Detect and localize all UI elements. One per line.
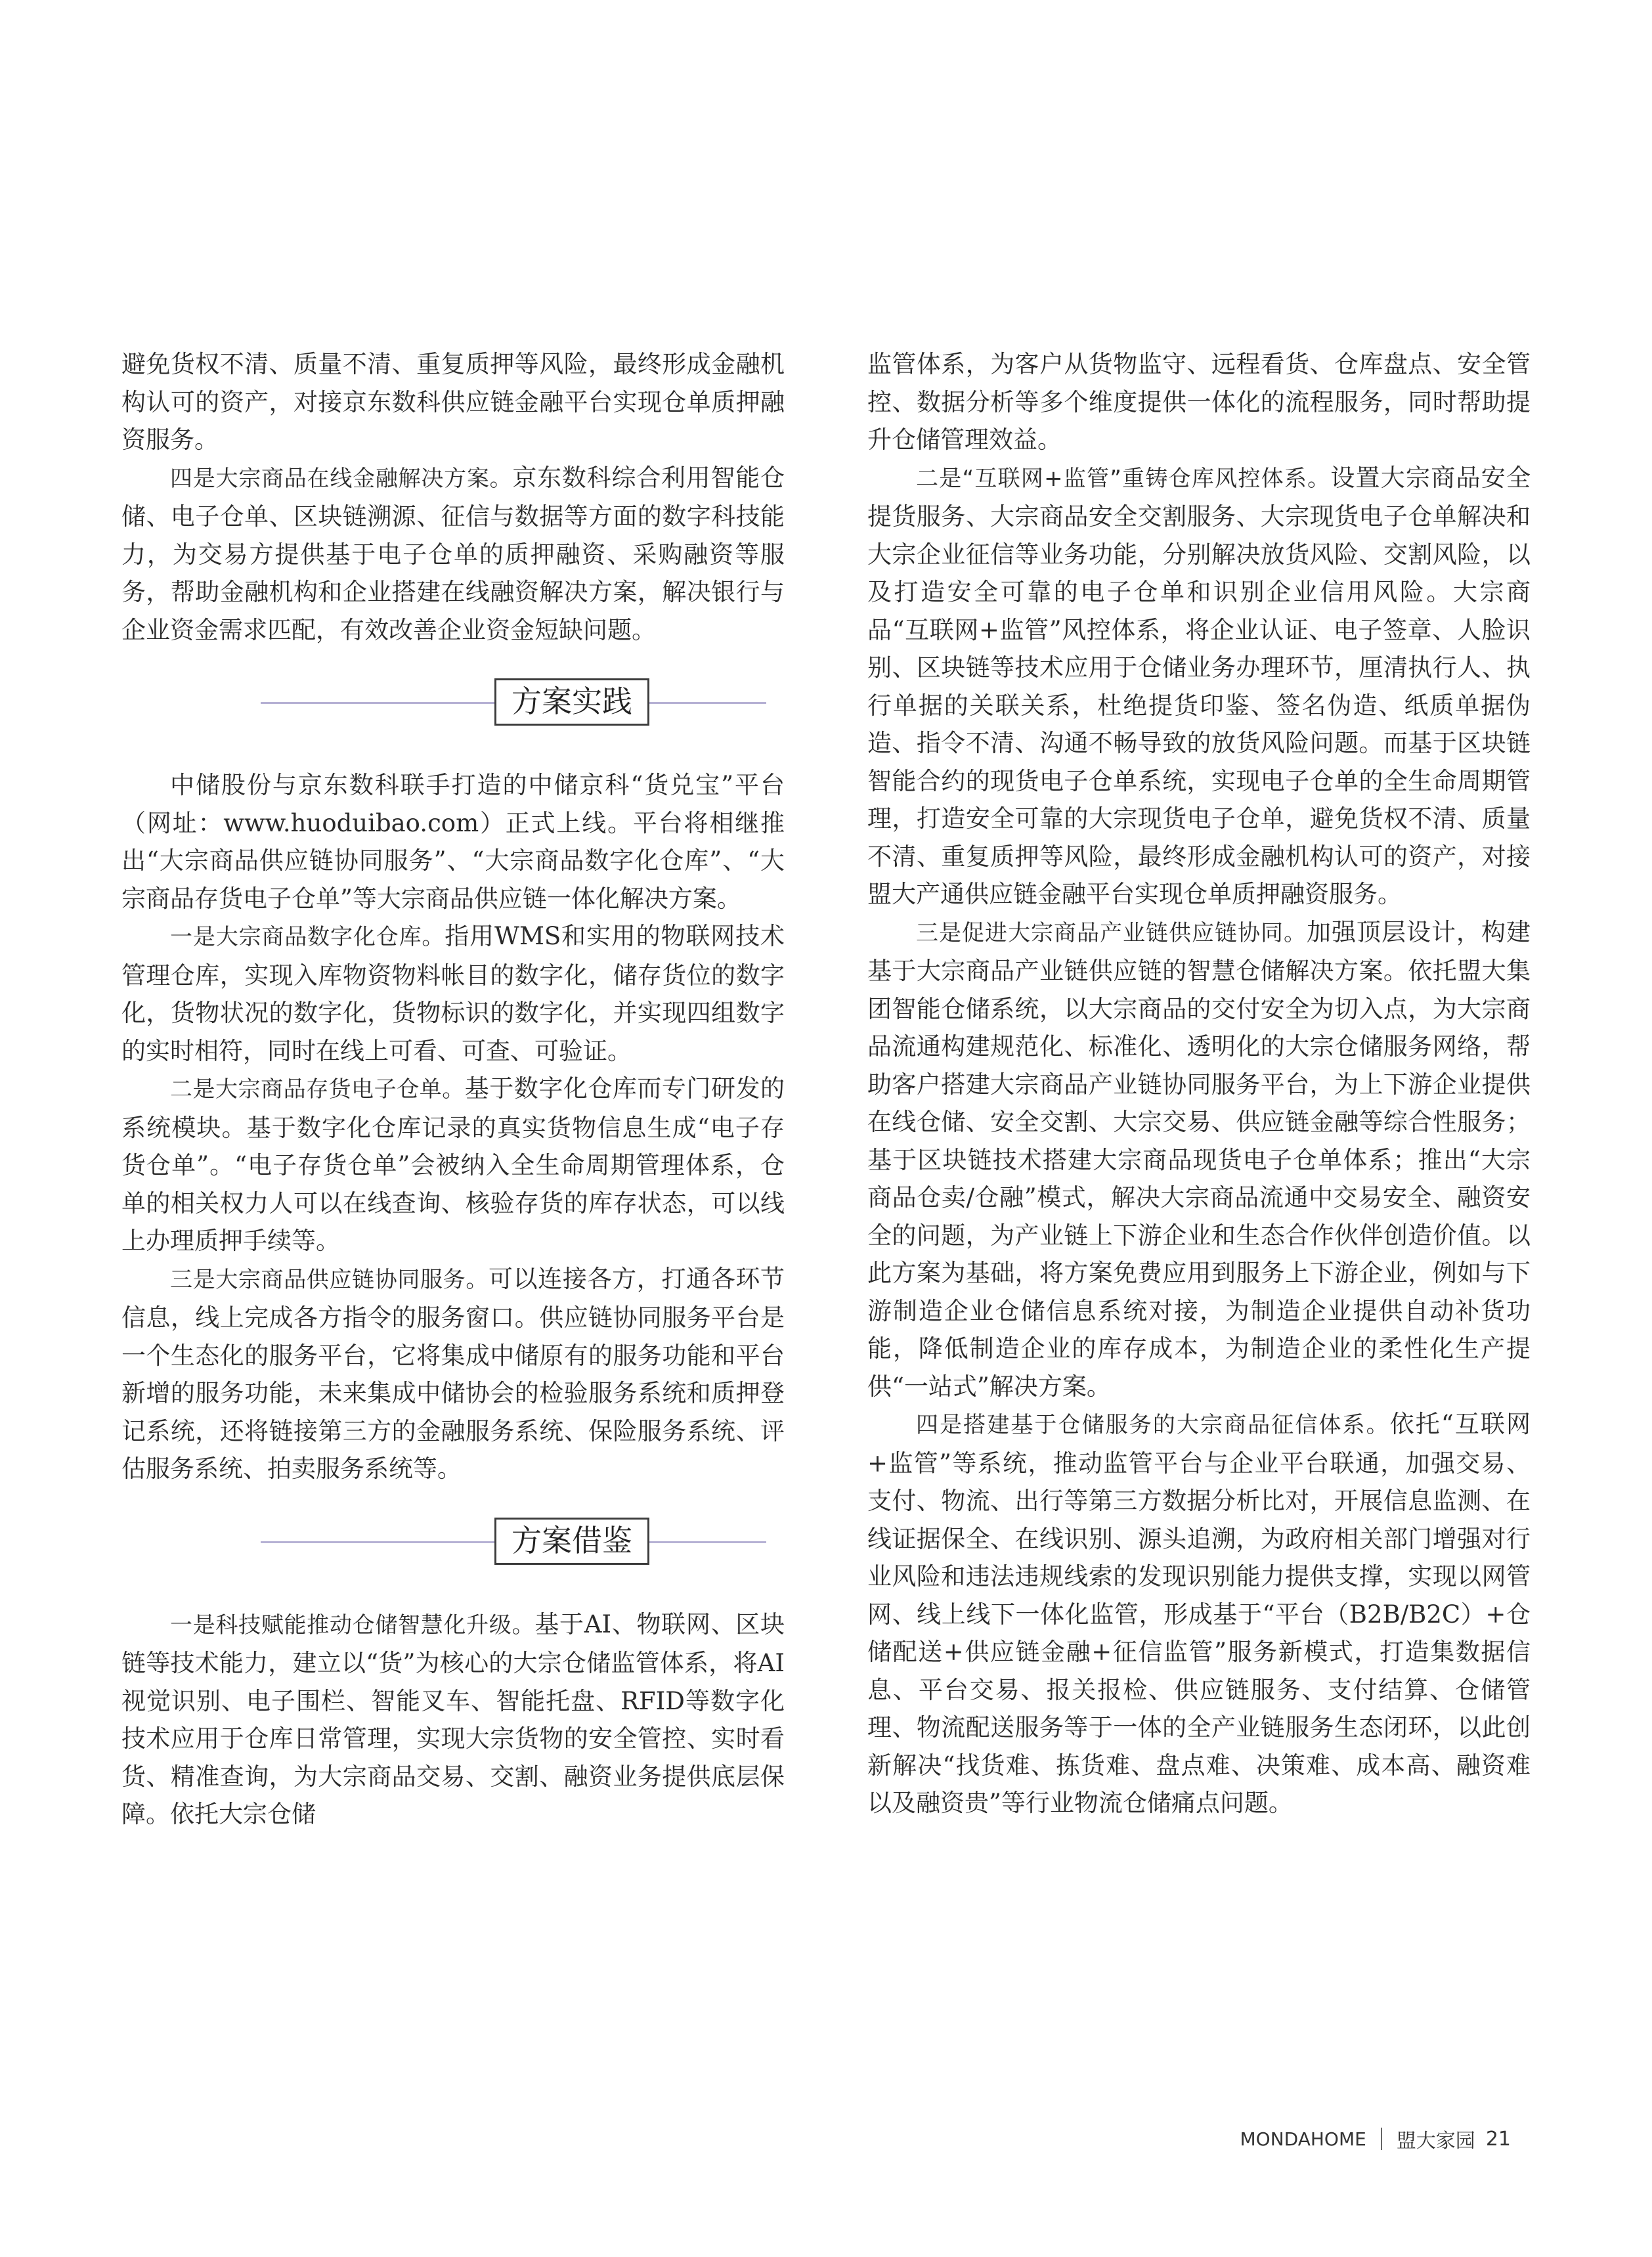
page-footer bbox=[1240, 2122, 1511, 2155]
paragraph-lead: 四是大宗商品在线金融解决方案。 bbox=[170, 465, 513, 492]
paragraph-lead: 四是搭建基于仓储服务的大宗商品征信体系。 bbox=[916, 1412, 1390, 1438]
paragraph: 监管体系，为客户从货物监守、远程看货、仓库盘点、安全管控、数据分析等多个维度提供一体化的流程服务，同时帮助提升仓储管理效益。 bbox=[867, 350, 1531, 454]
paragraph-body: 指用WMS和实用的物联网技术管理仓库，实现入库物资物料帐目的数字化，储存货位的数字化，货物状况的数字化，货物标识的数字化，并实现四组数字的实时相符，同时在线上可看、可查、可验证。 bbox=[121, 922, 785, 1065]
section-title: 方案借鉴 bbox=[494, 1518, 649, 1565]
paragraph-lead: 三是大宗商品供应链协同服务。 bbox=[170, 1266, 489, 1293]
paragraph bbox=[867, 459, 1531, 913]
paragraph: 中储股份与京东数科联手打造的中储京科“货兑宝”平台（网址：www.huoduibao.com）正式上线。平台将相继推出“大宗商品供应链协同服务”、“大宗商品数字化仓库”、“大宗商品存货电子仓单”等大宗商品供应链一体化解决方案。 bbox=[121, 771, 785, 913]
paragraph bbox=[121, 459, 785, 649]
left-column bbox=[121, 345, 785, 1833]
paragraph bbox=[121, 1606, 785, 1833]
paragraph-body: 京东数科综合利用智能仓储、电子仓单、区块链溯源、征信与数据等方面的数字科技能力，为交易方提供基于电子仓单的质押融资、采购融资等服务，帮助金融机构和企业搭建在线融资解决方案，解决银行与企业资金需求匹配，有效改善企业资金短缺问题。 bbox=[121, 463, 785, 644]
section-heading-reference bbox=[121, 1504, 785, 1579]
paragraph-lead: 二是大宗商品存货电子仓单。 bbox=[170, 1076, 465, 1103]
right-column bbox=[867, 345, 1531, 1822]
paragraph: 避免货权不清、质量不清、重复质押等风险，最终形成金融机构认可的资产，对接京东数科供应链金融平台实现仓单质押融资服务。 bbox=[121, 350, 785, 454]
section-title: 方案实践 bbox=[494, 678, 649, 726]
paragraph-body: 加强顶层设计，构建基于大宗商品产业链供应链的智慧仓储解决方案。依托盟大集团智能仓储系统，以大宗商品的交付安全为切入点，为大宗商品流通构建规范化、标准化、透明化的大宗仓储服务网络，帮助客户搭建大宗商品产业链协同服务平台，为上下游企业提供在线仓储、安全交割、大宗交易、供应链金融等综合性服务；基于区块链技术搭建大宗商品现货电子仓单体系；推出“大宗商品仓卖/仓融”模式，解决大宗商品流通中交易安全、融资安全的问题，为产业链上下游企业和生态合作伙伴创造价值。以此方案为基础，将方案免费应用到服务上下游企业，例如与下游制造企业仓储信息系统对接，为制造企业提供自动补货功能，降低制造企业的库存成本，为制造企业的柔性化生产提供“一站式”解决方案。 bbox=[867, 917, 1531, 1401]
paragraph bbox=[121, 1260, 785, 1488]
section-heading-practice bbox=[121, 665, 785, 740]
paragraph bbox=[121, 917, 785, 1070]
paragraph-lead: 二是“互联网+监管”重铸仓库风控体系。 bbox=[916, 465, 1331, 492]
divider-line bbox=[261, 1541, 497, 1543]
divider-line bbox=[261, 702, 497, 704]
paragraph bbox=[867, 913, 1531, 1406]
paragraph-body: 依托“互联网+监管”等系统，推动监管平台与企业平台联通，加强交易、支付、物流、出行等第三方数据分析比对，开展信息监测、在线证据保全、在线识别、源头追溯，为政府相关部门增强对行业风险和违法违规线索的发现识别能力提供支撑，实现以网管网、线上线下一体化监管，形成基于“平台（B2B/B2C）+仓储配送+供应链金融+征信监管”服务新模式，打造集数据信息、平台交易、报关报检、供应链服务、支付结算、仓储管理、物流配送服务等于一体的全产业链服务生态闭环，以此创新解决“找货难、拣货难、盘点难、决策难、成本高、融资难以及融资贵”等行业物流仓储痛点问题。 bbox=[867, 1410, 1531, 1817]
paragraph-body: 基于AI、物联网、区块链等技术能力，建立以“货”为核心的大宗仓储监管体系，将AI视觉识别、电子围栏、智能叉车、智能托盘、RFID等数字化技术应用于仓库日常管理，实现大宗货物的安全管控、实时看货、精准查询，为大宗商品交易、交割、融资业务提供底层保障。依托大宗仓储 bbox=[121, 1610, 785, 1828]
brand-name-cn: 盟大家园 bbox=[1396, 2130, 1475, 2153]
paragraph-body: 可以连接各方，打通各环节信息，线上完成各方指令的服务窗口。供应链协同服务平台是一个生态化的服务平台，它将集成中储原有的服务功能和平台新增的服务功能，未来集成中储协会的检验服务系统和质押登记系统，还将链接第三方的金融服务系统、保险服务系统、评估服务系统、拍卖服务系统等。 bbox=[121, 1264, 785, 1483]
paragraph-lead: 三是促进大宗商品产业链供应链协同。 bbox=[916, 919, 1307, 946]
page-number: 21 bbox=[1485, 2127, 1511, 2151]
paragraph-lead: 一是科技赋能推动仓储智慧化升级。 bbox=[170, 1611, 535, 1638]
paragraph-body: 设置大宗商品安全提货服务、大宗商品安全交割服务、大宗现货电子仓单解决和大宗企业征信等业务功能，分别解决放货风险、交割风险，以及打造安全可靠的电子仓单和识别企业信用风险。大宗商品“互联网+监管”风控体系，将企业认证、电子签章、人脸识别、区块链等技术应用于仓储业务办理环节，厘清执行人、执行单据的关联关系，杜绝提货印鉴、签名伪造、纸质单据伪造、指令不清、沟通不畅导致的放货风险问题。而基于区块链智能合约的现货电子仓单系统，实现电子仓单的全生命周期管理，打造安全可靠的大宗现货电子仓单，避免货权不清、质量不清、重复质押等风险，最终形成金融机构认可的资产，对接盟大产通供应链金融平台实现仓单质押融资服务。 bbox=[867, 463, 1531, 908]
paragraph bbox=[867, 1405, 1531, 1822]
paragraph bbox=[121, 1070, 785, 1260]
paragraph-body: 基于数字化仓库而专门研发的系统模块。基于数字化仓库记录的真实货物信息生成“电子存货仓单”。“电子存货仓单”会被纳入全生命周期管理体系，仓单的相关权力人可以在线查询、核验存货的库存状态，可以线上办理质押手续等。 bbox=[121, 1074, 785, 1255]
brand-name: MONDAHOME bbox=[1240, 2128, 1366, 2150]
paragraph-lead: 一是大宗商品数字化仓库。 bbox=[170, 924, 445, 950]
footer-divider bbox=[1381, 2128, 1382, 2150]
